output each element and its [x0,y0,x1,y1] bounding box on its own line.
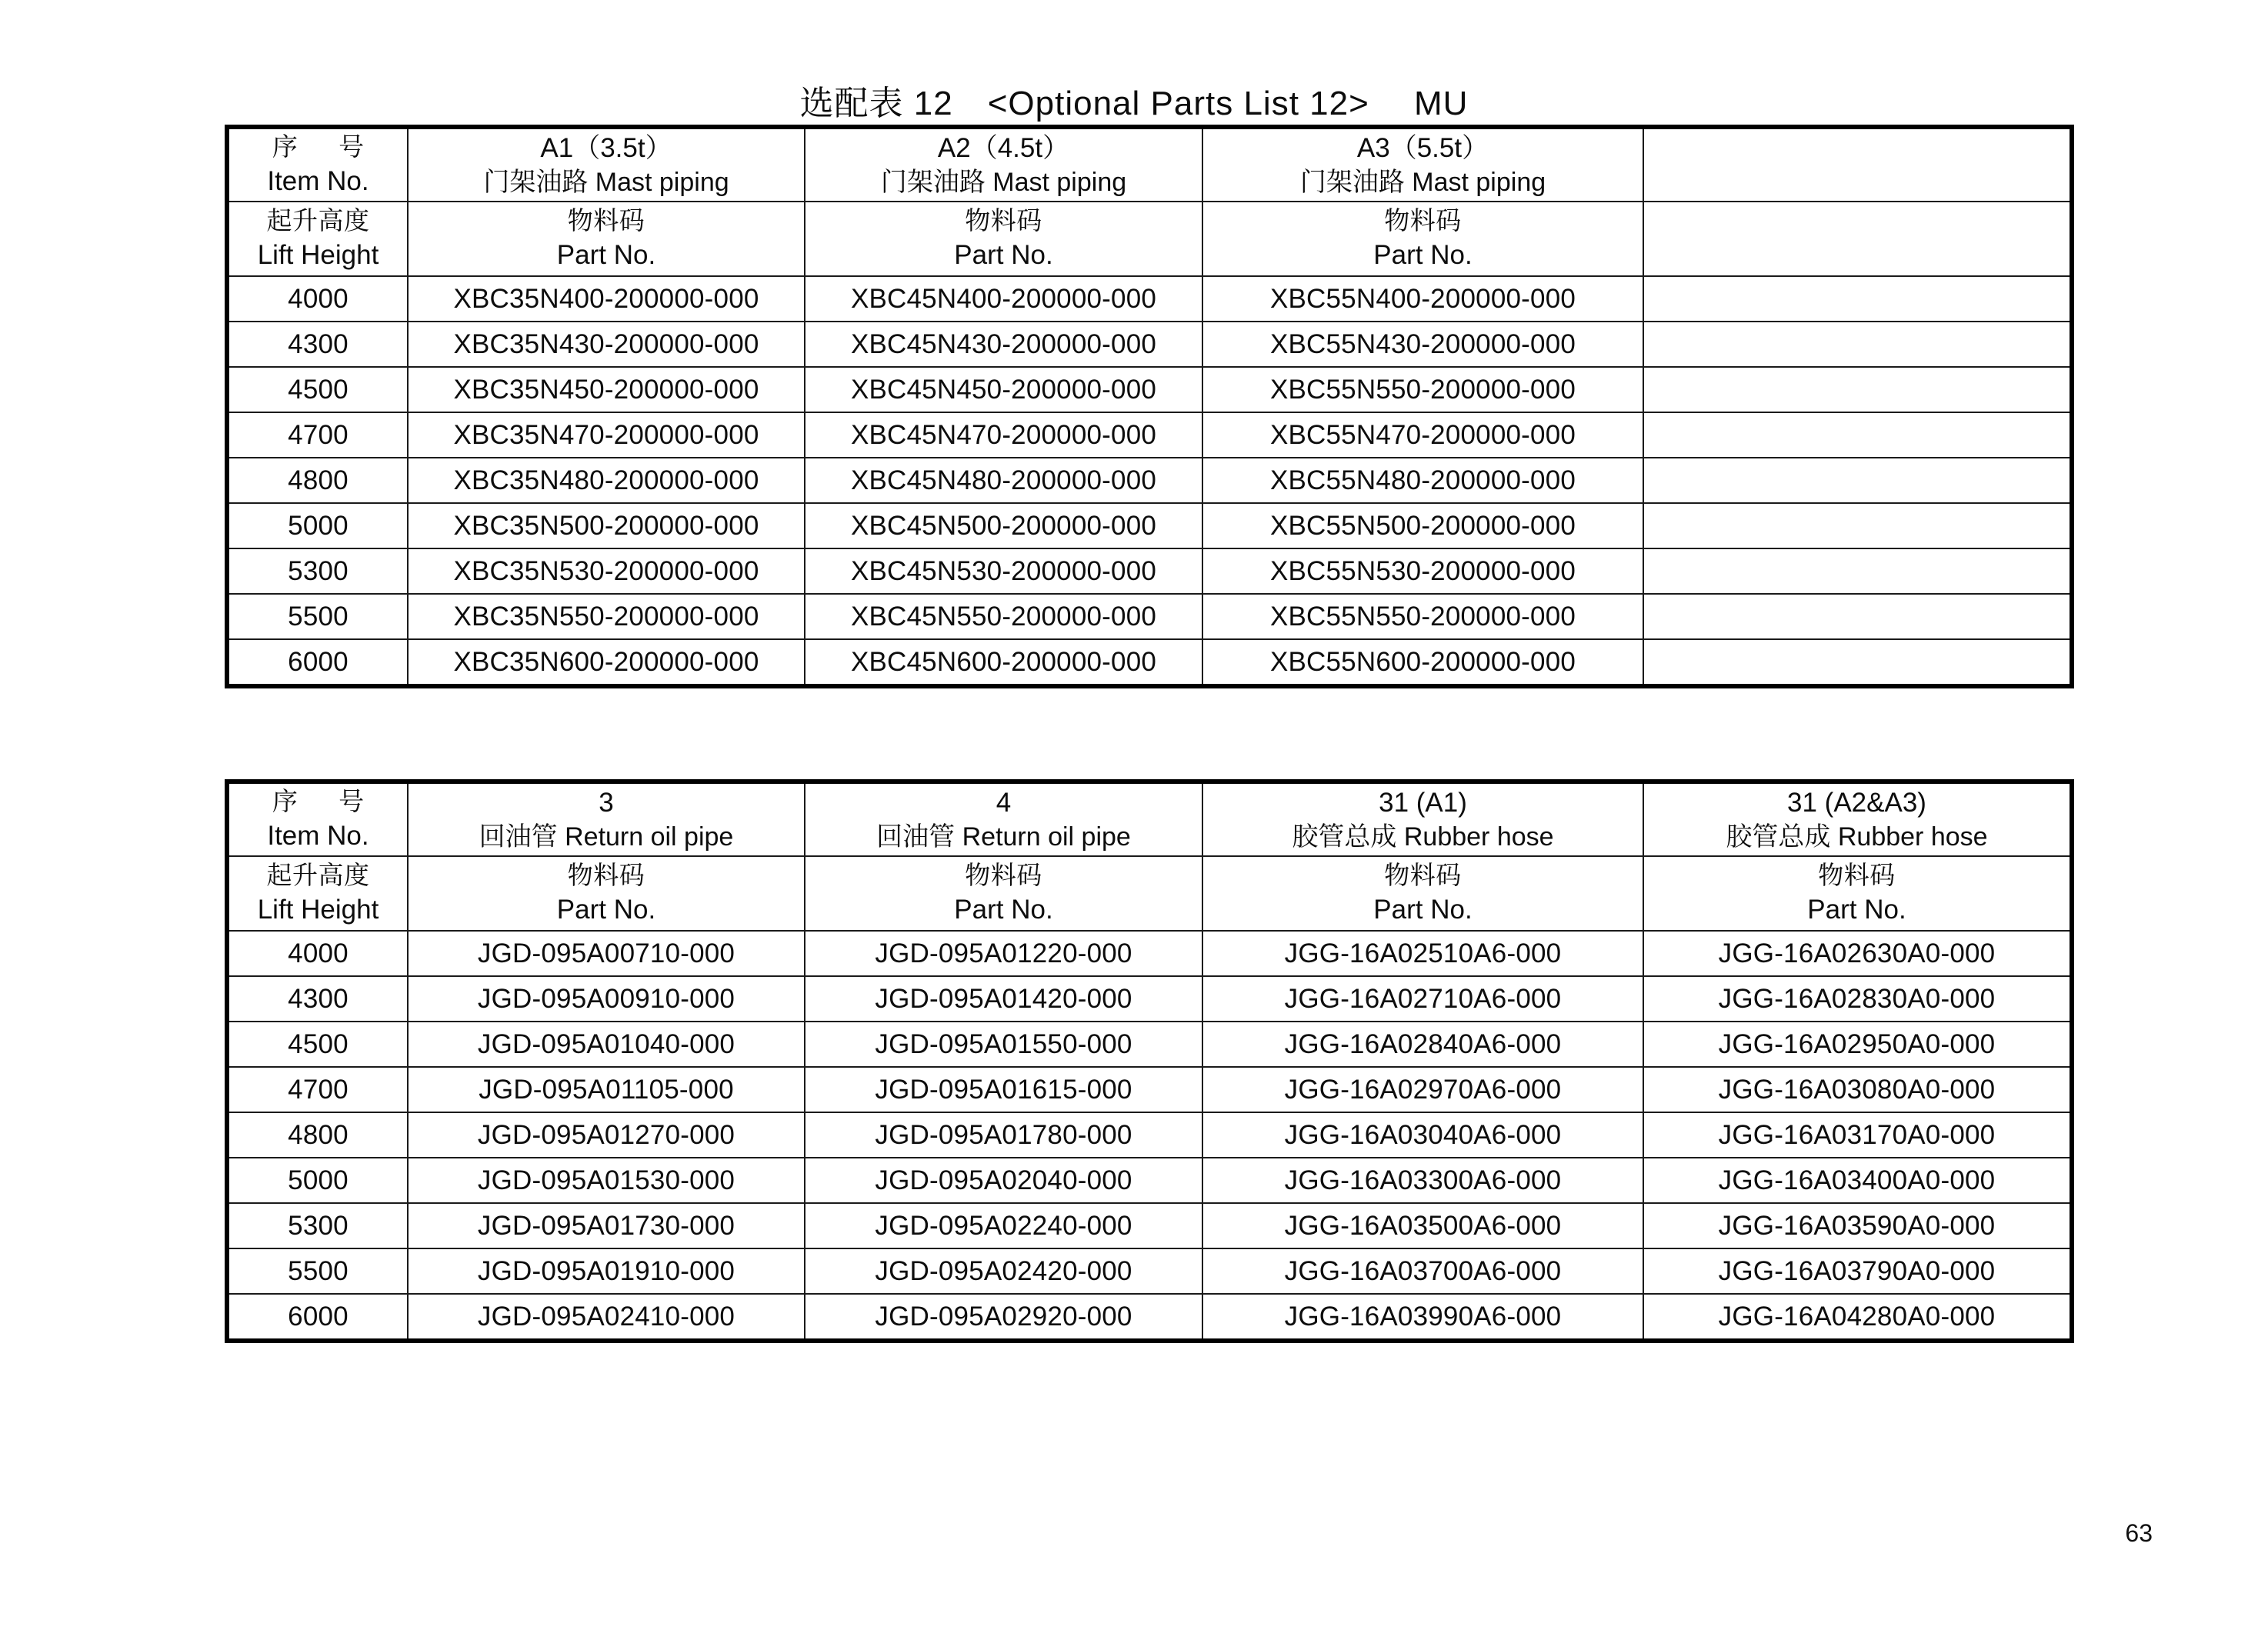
cell-part-no: XBC45N550-200000-000 [805,594,1202,639]
header-part-no-1 [408,856,805,931]
cell-lift-height: 5300 [227,1203,408,1248]
cell-part-no: XBC55N400-200000-000 [1202,276,1643,322]
header-lift-height [227,856,408,931]
table-header-row-primary [227,782,2072,856]
header-column-code: 4 [996,787,1012,818]
table-row [227,1022,2072,1067]
header-lift-height [227,202,408,276]
cell-lift-height: 4800 [227,1112,408,1158]
table-row [227,594,2072,639]
header-part-no-blank [1643,202,2072,276]
page-title: 选配表 12 <Optional Parts List 12> MU [799,85,1469,122]
header-column-description: 门架油路 Mast piping [880,168,1127,198]
header-part-no-cn: 物料码 [965,861,1042,890]
cell-part-no: JGD-095A02420-000 [805,1248,1202,1294]
cell-part-no: XBC55N480-200000-000 [1202,458,1643,503]
header-column-code: 31 (A1) [1379,787,1467,818]
cell-part-no: JGG-16A02630A0-000 [1643,931,2072,976]
cell-lift-height: 4700 [227,412,408,458]
cell-part-no: XBC35N480-200000-000 [408,458,805,503]
page-number: 63 [2125,1519,2153,1547]
cell-part-no: XBC35N530-200000-000 [408,548,805,594]
table-header-row-secondary [227,202,2072,276]
cell-part-no-blank [1643,458,2072,503]
cell-part-no-blank [1643,594,2072,639]
cell-lift-height: 4800 [227,458,408,503]
cell-part-no: JGD-095A00710-000 [408,931,805,976]
table-row [227,322,2072,367]
header-part-no-cn: 物料码 [965,206,1042,235]
header-column-description: 回油管 Return oil pipe [479,822,734,852]
header-column-3 [1202,127,1643,202]
cell-lift-height: 4700 [227,1067,408,1112]
header-part-no-en: Part No. [556,895,656,925]
cell-part-no: XBC55N530-200000-000 [1202,548,1643,594]
cell-part-no: JGG-16A02950A0-000 [1643,1022,2072,1067]
table-row [227,1294,2072,1341]
cell-part-no: JGD-095A01220-000 [805,931,1202,976]
cell-part-no-blank [1643,322,2072,367]
header-column-description: 胶管总成 Rubber hose [1726,822,1988,852]
header-part-no-en: Part No. [556,240,656,271]
cell-part-no: JGD-095A02040-000 [805,1158,1202,1203]
cell-part-no: JGG-16A04280A0-000 [1643,1294,2072,1341]
cell-part-no: JGG-16A03170A0-000 [1643,1112,2072,1158]
cell-part-no: XBC55N500-200000-000 [1202,503,1643,548]
table-row [227,976,2072,1022]
table-row [227,931,2072,976]
cell-part-no: XBC45N470-200000-000 [805,412,1202,458]
header-part-no-cn: 物料码 [567,206,645,235]
cell-lift-height: 4000 [227,276,408,322]
table-row [227,1248,2072,1294]
cell-part-no: JGG-16A02830A0-000 [1643,976,2072,1022]
cell-part-no: XBC35N430-200000-000 [408,322,805,367]
cell-part-no-blank [1643,503,2072,548]
header-lift-height-en: Lift Height [257,895,379,925]
table-row [227,276,2072,322]
header-part-no-2 [805,856,1202,931]
cell-part-no: JGG-16A03790A0-000 [1643,1248,2072,1294]
cell-part-no: JGG-16A03590A0-000 [1643,1203,2072,1248]
cell-lift-height: 5500 [227,594,408,639]
cell-lift-height: 4500 [227,367,408,412]
header-column-description: 门架油路 Mast piping [1299,168,1546,198]
header-part-no-en: Part No. [1807,895,1906,925]
header-column-blank [1643,127,2072,202]
header-part-no-3 [1202,202,1643,276]
cell-lift-height: 6000 [227,639,408,686]
header-part-no-1 [408,202,805,276]
header-item-no-en: Item No. [267,166,369,197]
header-part-no-3 [1202,856,1643,931]
table-body [227,127,2072,686]
cell-part-no: JGD-095A01105-000 [408,1067,805,1112]
cell-part-no: XBC45N400-200000-000 [805,276,1202,322]
cell-part-no: JGG-16A03990A6-000 [1202,1294,1643,1341]
header-column-code: 3 [599,787,614,818]
header-part-no-cn: 物料码 [1384,861,1462,890]
header-item-no-cn: 序 号 [272,132,382,162]
header-part-no-en: Part No. [1373,240,1473,271]
table-row [227,412,2072,458]
header-item-no-cn: 序 号 [272,787,382,816]
cell-part-no: JGG-16A03080A0-000 [1643,1067,2072,1112]
header-column-code: 31 (A2&A3) [1787,787,1926,818]
cell-part-no: JGD-095A01530-000 [408,1158,805,1203]
header-part-no-2 [805,202,1202,276]
cell-part-no: XBC35N450-200000-000 [408,367,805,412]
cell-part-no: JGD-095A02410-000 [408,1294,805,1341]
cell-part-no: JGG-16A03300A6-000 [1202,1158,1643,1203]
cell-part-no: JGG-16A03040A6-000 [1202,1112,1643,1158]
cell-part-no: JGG-16A02970A6-000 [1202,1067,1643,1112]
cell-part-no: XBC45N600-200000-000 [805,639,1202,686]
header-part-no-4 [1643,856,2072,931]
cell-part-no: JGG-16A03700A6-000 [1202,1248,1643,1294]
cell-part-no: JGD-095A01420-000 [805,976,1202,1022]
header-part-no-cn: 物料码 [1384,206,1462,235]
header-column-2 [805,782,1202,856]
table-row [227,1067,2072,1112]
cell-lift-height: 4300 [227,976,408,1022]
cell-lift-height: 5000 [227,503,408,548]
cell-part-no-blank [1643,412,2072,458]
header-column-3 [1202,782,1643,856]
cell-part-no: XBC55N470-200000-000 [1202,412,1643,458]
cell-part-no: XBC45N480-200000-000 [805,458,1202,503]
header-item-no [227,127,408,202]
table-row [227,1158,2072,1203]
cell-lift-height: 5000 [227,1158,408,1203]
header-column-code: A3（5.5t） [1356,132,1489,163]
cell-part-no: JGG-16A02840A6-000 [1202,1022,1643,1067]
cell-lift-height: 5500 [227,1248,408,1294]
cell-part-no-blank [1643,367,2072,412]
header-part-no-cn: 物料码 [567,861,645,890]
cell-part-no: JGD-095A02920-000 [805,1294,1202,1341]
header-column-1 [408,127,805,202]
cell-lift-height: 6000 [227,1294,408,1341]
table-row [227,1112,2072,1158]
header-column-code: A1（3.5t） [540,132,672,163]
cell-part-no: XBC35N500-200000-000 [408,503,805,548]
optional-parts-table-mast-piping [225,125,2074,688]
cell-part-no: XBC45N430-200000-000 [805,322,1202,367]
cell-part-no: XBC35N470-200000-000 [408,412,805,458]
table-row [227,548,2072,594]
cell-lift-height: 4500 [227,1022,408,1067]
cell-part-no: JGG-16A02710A6-000 [1202,976,1643,1022]
cell-part-no: JGD-095A01270-000 [408,1112,805,1158]
cell-part-no: XBC55N600-200000-000 [1202,639,1643,686]
cell-part-no-blank [1643,276,2072,322]
cell-part-no: XBC35N400-200000-000 [408,276,805,322]
header-part-no-en: Part No. [954,240,1053,271]
cell-part-no-blank [1643,639,2072,686]
cell-lift-height: 5300 [227,548,408,594]
table-header-row-primary [227,127,2072,202]
cell-part-no: JGG-16A03400A0-000 [1643,1158,2072,1203]
header-column-description: 胶管总成 Rubber hose [1292,822,1554,852]
cell-part-no-blank [1643,548,2072,594]
cell-part-no: XBC45N450-200000-000 [805,367,1202,412]
table-body [227,782,2072,1341]
table-row [227,367,2072,412]
cell-part-no: JGD-095A01910-000 [408,1248,805,1294]
table-row [227,503,2072,548]
header-item-no [227,782,408,856]
cell-part-no: XBC55N430-200000-000 [1202,322,1643,367]
header-column-2 [805,127,1202,202]
cell-part-no: XBC55N550-200000-000 [1202,367,1643,412]
cell-part-no: XBC35N600-200000-000 [408,639,805,686]
table-row [227,458,2072,503]
header-column-description: 门架油路 Mast piping [483,168,729,198]
header-lift-height-cn: 起升高度 [266,861,370,890]
cell-part-no: XBC35N550-200000-000 [408,594,805,639]
header-part-no-cn: 物料码 [1818,861,1896,890]
cell-part-no: JGD-095A01040-000 [408,1022,805,1067]
table-row [227,1203,2072,1248]
cell-lift-height: 4300 [227,322,408,367]
header-column-4 [1643,782,2072,856]
header-column-description: 回油管 Return oil pipe [876,822,1131,852]
cell-lift-height: 4000 [227,931,408,976]
cell-part-no: XBC45N530-200000-000 [805,548,1202,594]
cell-part-no: JGD-095A00910-000 [408,976,805,1022]
cell-part-no: JGD-095A01615-000 [805,1067,1202,1112]
cell-part-no: JGD-095A01780-000 [805,1112,1202,1158]
cell-part-no: XBC55N550-200000-000 [1202,594,1643,639]
header-part-no-en: Part No. [1373,895,1473,925]
cell-part-no: JGD-095A01730-000 [408,1203,805,1248]
table-header-row-secondary [227,856,2072,931]
table-row [227,639,2072,686]
cell-part-no: JGG-16A03500A6-000 [1202,1203,1643,1248]
cell-part-no: JGD-095A01550-000 [805,1022,1202,1067]
optional-parts-table-return-oil-pipe [225,779,2074,1343]
header-item-no-en: Item No. [267,821,369,852]
header-lift-height-cn: 起升高度 [266,206,370,235]
cell-part-no: XBC45N500-200000-000 [805,503,1202,548]
cell-part-no: JGG-16A02510A6-000 [1202,931,1643,976]
header-column-code: A2（4.5t） [937,132,1070,163]
cell-part-no: JGD-095A02240-000 [805,1203,1202,1248]
header-column-1 [408,782,805,856]
header-lift-height-en: Lift Height [257,240,379,271]
header-part-no-en: Part No. [954,895,1053,925]
